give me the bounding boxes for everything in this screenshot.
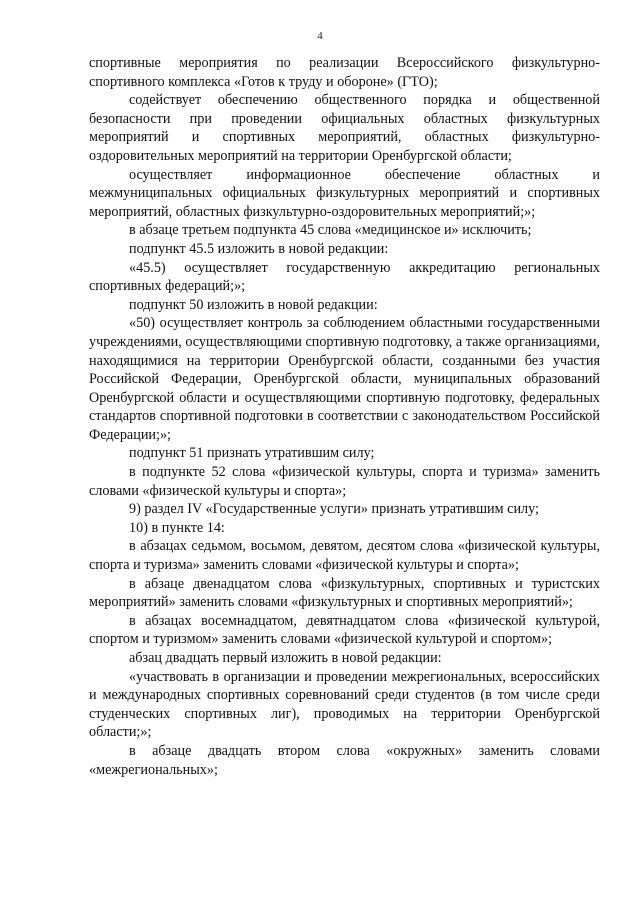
paragraph: «45.5) осуществляет государственную аккредитацию региональных спортивных федераций;»; [89,259,600,295]
paragraph: в подпункте 52 слова «физической культуры, спорта и туризма» заменить словами «физической культуры и спорта»; [89,464,600,499]
paragraph: в абзацах седьмом, восьмом, девятом, десятом слова «физической культуры, спорта и туризма» заменить словами «физической культуры и спорта»; [89,538,600,574]
document-body [89,54,600,779]
paragraph: абзац двадцать первый изложить в новой редакции: [129,650,442,666]
paragraph: в абзаце двенадцатом слова «физкультурных, спортивных и туристских мероприятий» заменить словами «физкультурных и спортивных мероприятий»; [89,575,600,611]
paragraph: в абзацах восемнадцатом, девятнадцатом слова «физической культурой, спортом и туризмом» заменить словами «физической культурой и спортом»; [89,612,600,648]
paragraph: спортивные мероприятия по реализации Всероссийского физкультурно-спортивного комплекса «Готов к труду и обороне» (ГТО); [89,55,600,90]
paragraph: 10) в пункте 14: [129,519,225,536]
paragraph: подпункт 51 признать утратившим силу; [129,445,375,462]
paragraph: подпункт 50 изложить в новой редакции: [129,296,378,313]
paragraph: осуществляет информационное обеспечение областных и межмуниципальных официальных физкультурных мероприятий и спортивных мероприятий, областных физкультурно-оздоровительных мероприятий;»; [89,166,600,220]
paragraph: в абзаце третьем подпункта 45 слова «медицинское и» исключить; [129,222,532,239]
paragraph: в абзаце двадцать втором слова «окружных» заменить словами «межрегиональных»; [89,742,600,778]
paragraph: подпункт 45.5 изложить в новой редакции: [129,240,389,257]
paragraph: «участвовать в организации и проведении межрегиональных, всероссийских и международных спортивных соревнований среди студентов (в том числе среди студенческих спортивных лиг), проводимых на территории Оренбургской области;»; [89,668,600,741]
paragraph: 9) раздел IV «Государственные услуги» признать утратившим силу; [129,501,539,518]
page-number: 4 [317,30,323,42]
paragraph: содействует обеспечению общественного порядка и общественной безопасности при проведении официальных областных физкультурных мероприятий и спортивных мероприятий, областных физкультурно-оздоровительных мероприятий на территории Оренбургской области; [89,92,600,164]
paragraph: «50) осуществляет контроль за соблюдением областными государственными учреждениями, осуществляющими спортивную подготовку, а также организациями, находящимися на территории Оренбургской области, созданными без участия Российской Федерации, Оренбургской области, муниципальных образований Оренбургской области и осуществляющими спортивную подготовку, федеральных стандартов спортивной подготовки в соответствии с законодательством Российской Федерации;»; [89,315,600,443]
